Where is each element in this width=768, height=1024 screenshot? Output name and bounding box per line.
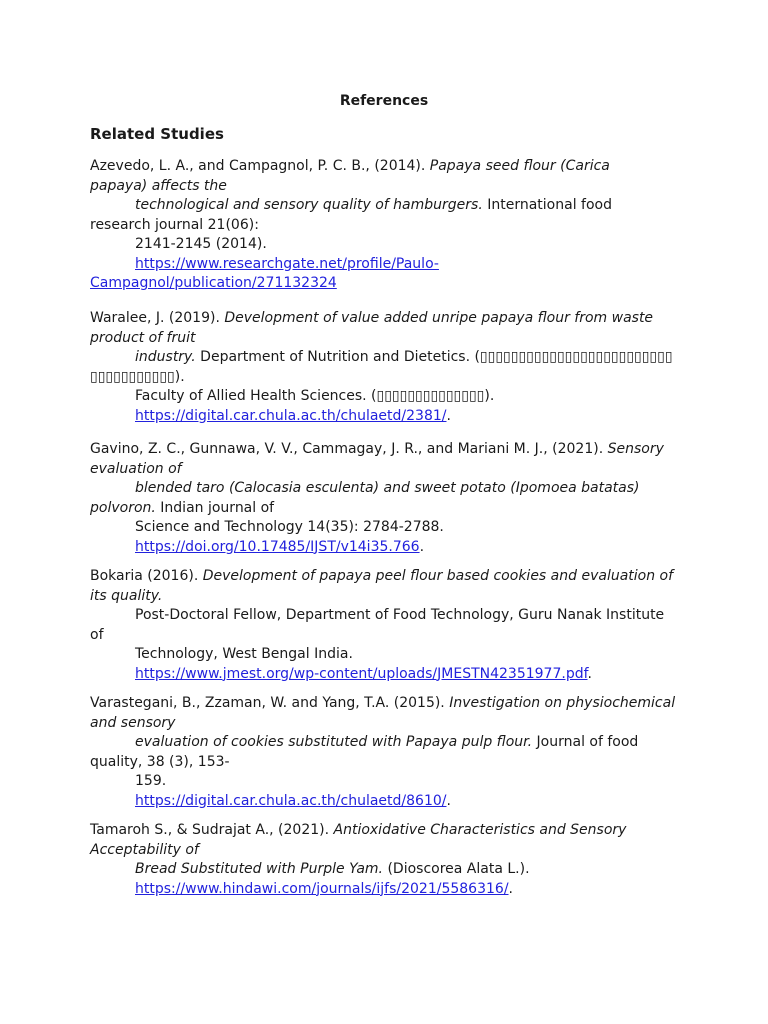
ref-title: papaya) affects the: [90, 177, 227, 194]
ref-title: Sensory: [607, 441, 664, 457]
ref-title: product of fruit: [90, 329, 196, 346]
ref-title: Development of value added unripe papaya flour from waste: [224, 310, 654, 326]
ref-link[interactable]: https://www.hindawi.com/journals/ijfs/2021/5586316/: [135, 880, 509, 897]
ref-title: evaluation of cookies substituted with Papaya pulp flour.: [135, 734, 533, 750]
ref-journal: quality, 38 (3), 153-: [90, 753, 230, 770]
ref-link[interactable]: https://digital.car.chula.ac.th/chulaetd/2381/: [135, 407, 447, 424]
ref-journal: Indian journal of: [155, 499, 275, 516]
ref-title: Investigation on physiochemical: [449, 695, 676, 711]
section-heading: Related Studies: [90, 125, 224, 143]
ref-authors: Waralee, J. (2019).: [90, 310, 225, 326]
ref-affiliation: Technology, West Bengal India.: [135, 646, 353, 662]
ref-authors: Tamaroh S., & Sudrajat A., (2021).: [90, 822, 334, 838]
ref-title: Acceptability of: [90, 841, 199, 858]
ref-title: Bread Substituted with Purple Yam.: [135, 861, 384, 877]
reference-bokaria: [90, 567, 690, 684]
ref-authors: Gavino, Z. C., Gunnawa, V. V., Cammagay, J. R., and Mariani M. J., (2021).: [90, 441, 608, 457]
reference-azevedo: [90, 157, 690, 294]
reference-tamaroh: [90, 821, 690, 899]
ref-title: Papaya seed flour (Carica: [429, 158, 610, 174]
ref-species: (Dioscorea Alata L.).: [383, 861, 530, 877]
ref-title: and sensory: [90, 714, 176, 731]
ref-title: industry.: [135, 349, 196, 365]
reference-varastegani: [90, 694, 690, 811]
ref-title: blended taro (Calocasia esculenta) and sweet potato (Ipomoea batatas): [135, 480, 640, 496]
page-title: References: [339, 93, 429, 109]
ref-title: evaluation of: [90, 460, 182, 477]
reference-waralee: [90, 309, 690, 426]
ref-journal: Science and Technology 14(35): 2784-2788.: [135, 519, 444, 535]
ref-link[interactable]: https://www.researchgate.net/profile/Paulo-: [135, 255, 439, 272]
reference-gavino: [90, 440, 690, 557]
ref-link[interactable]: Campagnol/publication/271132324: [90, 275, 337, 291]
ref-journal: research journal 21(06):: [90, 216, 259, 233]
ref-title: Development of papaya peel flour based cookies and evaluation of: [202, 568, 674, 584]
ref-punctuation: .: [587, 665, 592, 682]
ref-link[interactable]: https://www.jmest.org/wp-content/uploads/JMESTN42351977.pdf: [135, 665, 588, 682]
ref-punctuation: .: [508, 880, 513, 897]
ref-title: its quality.: [90, 587, 163, 604]
ref-department: ▯▯▯▯▯▯▯▯▯▯▯).: [90, 368, 185, 385]
ref-punctuation: .: [446, 792, 451, 809]
ref-journal: Journal of food: [532, 734, 639, 750]
ref-affiliation: Post-Doctoral Fellow, Department of Food Technology, Guru Nanak Institute: [135, 607, 665, 623]
ref-faculty: Faculty of Allied Health Sciences. (▯▯▯▯▯▯▯▯▯▯▯▯▯▯).: [135, 388, 495, 404]
ref-journal: International food: [482, 197, 612, 213]
ref-title: polvoron.: [90, 499, 156, 516]
ref-punctuation: .: [446, 407, 451, 424]
ref-authors: Bokaria (2016).: [90, 568, 203, 584]
ref-affiliation: of: [90, 626, 104, 643]
ref-title: Antioxidative Characteristics and Sensory: [333, 822, 627, 838]
ref-punctuation: .: [419, 538, 425, 555]
ref-authors: Varastegani, B., Zzaman, W. and Yang, T.A. (2015).: [90, 695, 450, 711]
ref-department: Department of Nutrition and Dietetics. (▯▯▯▯▯▯▯▯▯▯▯▯▯▯▯▯▯▯▯▯▯▯▯▯▯: [195, 349, 673, 365]
ref-link[interactable]: https://digital.car.chula.ac.th/chulaetd/8610/: [135, 792, 447, 809]
ref-link[interactable]: https://doi.org/10.17485/IJST/v14i35.766: [135, 538, 420, 555]
ref-pages: 159.: [135, 773, 167, 789]
ref-title: technological and sensory quality of hamburgers.: [135, 197, 483, 213]
ref-authors: Azevedo, L. A., and Campagnol, P. C. B., (2014).: [90, 158, 430, 174]
ref-pages: 2141-2145 (2014).: [135, 236, 267, 252]
